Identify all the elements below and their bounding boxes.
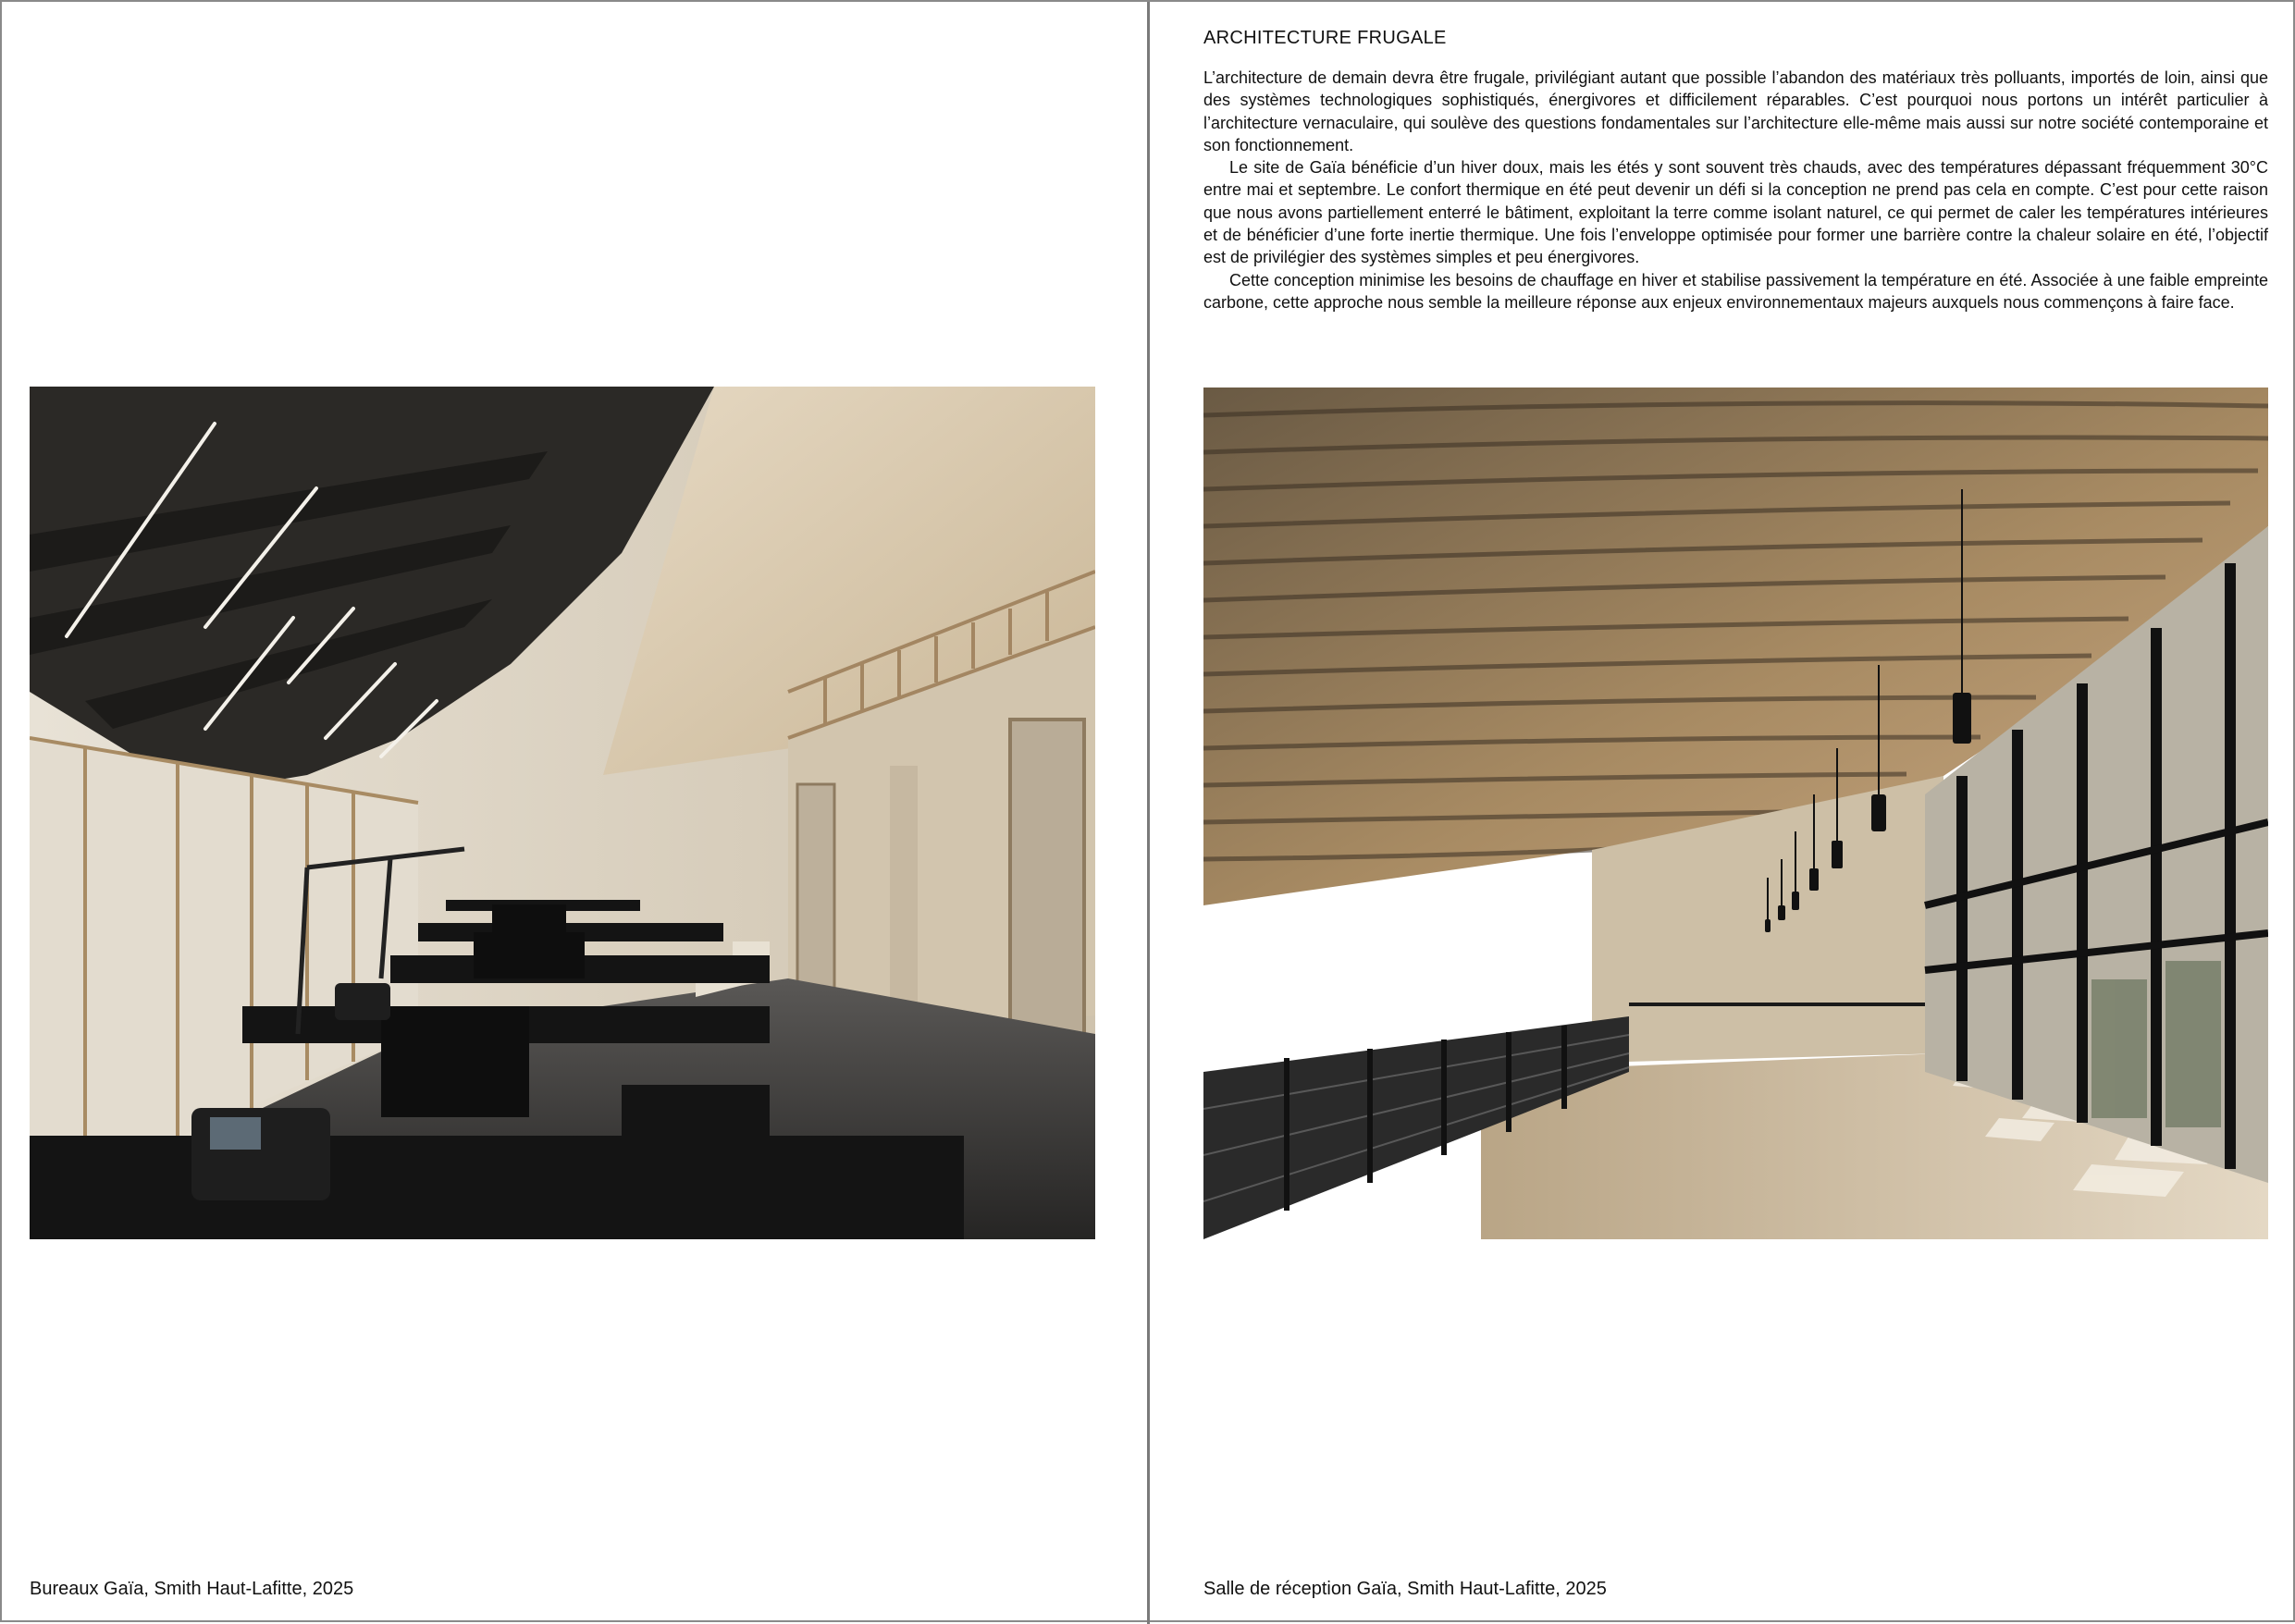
photo-office-interior	[30, 387, 1095, 1239]
paragraph: Le site de Gaïa bénéficie d’un hiver doux, mais les étés y sont souvent très chauds, avec des températures dépassant fréquemment 30°C entre mai et septembre. Le confort thermique en été peut devenir un défi si la conception ne prend pas cela en compte. C’est pour cette raison que nous avons partiellement enterré le bâtiment, exploitant la terre comme isolant naturel, ce qui permet de caler les températures intérieures et de bénéficier d’une forte inertie thermique. Une fois l’enveloppe optimisée pour former une barrière contre la chaleur solaire en été, l’objectif est de privilégier des systèmes simples et peu énergivores.	[1203, 158, 2268, 267]
paragraph: Cette conception minimise les besoins de chauffage en hiver et stabilise passivement la température en été. Associée à une faible empreinte carbone, cette approche nous semble la meilleure réponse aux enjeux environnementaux majeurs auxquels nous commençons à faire face.	[1203, 270, 2268, 312]
photo-reception-hall-icon	[1203, 388, 2268, 1239]
photo-caption: Bureaux Gaïa, Smith Haut-Lafitte, 2025	[30, 1579, 354, 1599]
right-page	[1150, 2, 2295, 1624]
section-heading: ARCHITECTURE FRUGALE	[1203, 28, 1447, 48]
photo-office-interior-icon	[30, 387, 1095, 1239]
photo-reception-hall	[1203, 388, 2268, 1239]
paragraph: L’architecture de demain devra être frugale, privilégiant autant que possible l’abandon des matériaux très polluants, importés de loin, ainsi que des systèmes technologiques sophistiqués, énergivores et difficilement réparables. C’est pourquoi nous portons un intérêt particulier à l’architecture vernaculaire, qui soulève des questions fondamentales sur l’architecture elle-même mais aussi sur notre société contemporaine et son fonctionnement.	[1203, 68, 2268, 154]
left-page	[2, 2, 1147, 1624]
photo-caption: Salle de réception Gaïa, Smith Haut-Lafitte, 2025	[1203, 1579, 1607, 1599]
body-text	[1203, 67, 2268, 314]
